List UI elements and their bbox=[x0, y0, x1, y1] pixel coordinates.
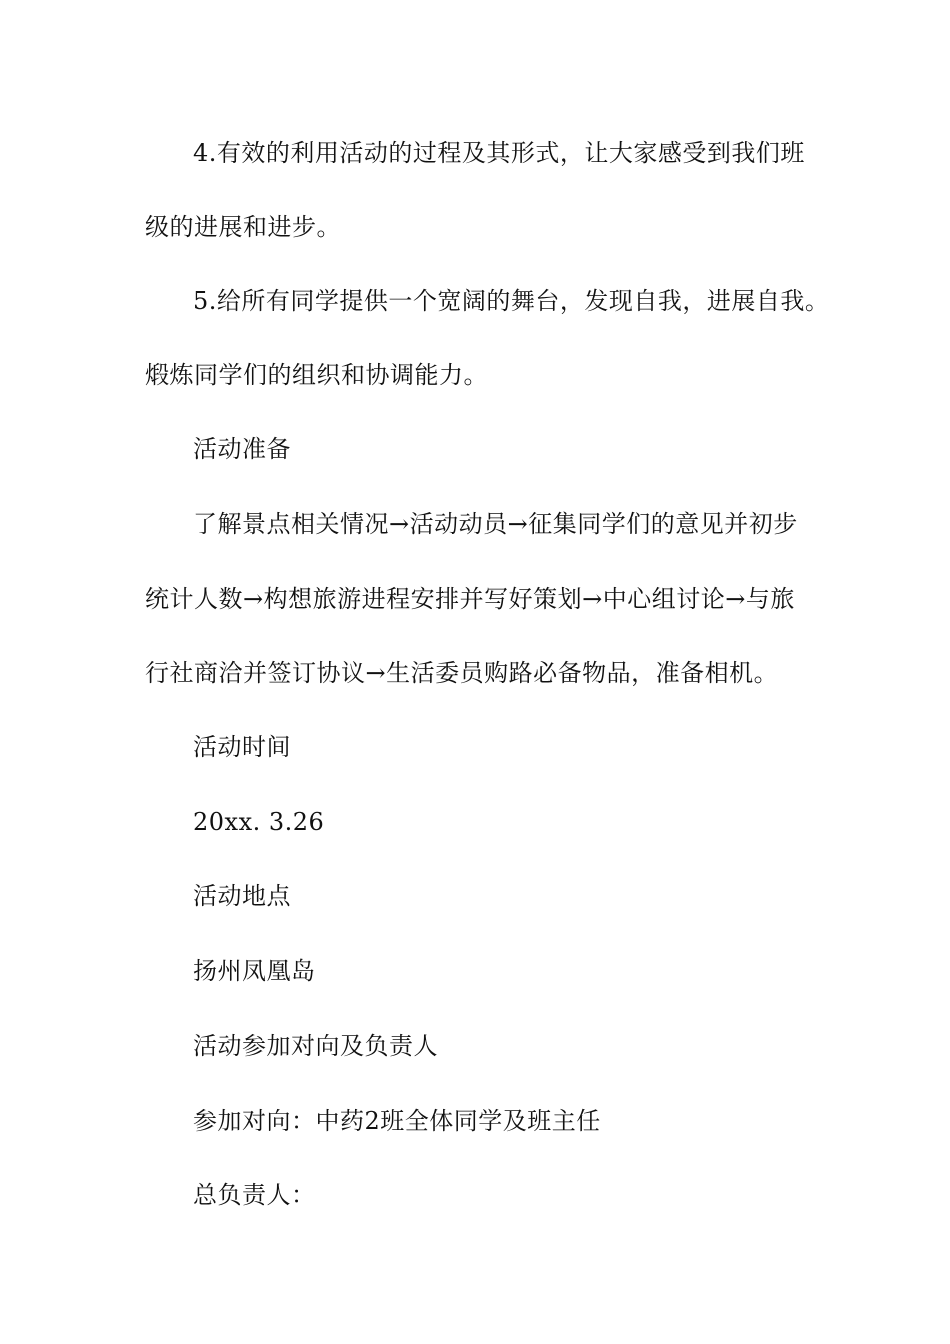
participants-line: 参加对向：中药2班全体同学及班主任 bbox=[193, 1107, 601, 1135]
chief-responsible-line: 总负责人： bbox=[193, 1181, 316, 1209]
paragraph-line-preparation-2: 统计人数→构想旅游进程安排并写好策划→中心组讨论→与旅 bbox=[145, 585, 795, 613]
paragraph-line-goal-5: 5.给所有同学提供一个宽阔的舞台，发现自我，进展自我。 bbox=[193, 287, 830, 315]
paragraph-line-preparation-3: 行社商洽并签订协议→生活委员购路必备物品，准备相机。 bbox=[145, 659, 779, 687]
section-heading-time: 活动时间 bbox=[193, 733, 291, 761]
section-heading-participants: 活动参加对向及负责人 bbox=[193, 1032, 438, 1060]
paragraph-line-goal-5-cont: 煅炼同学们的组织和协调能力。 bbox=[145, 361, 488, 389]
paragraph-line-goal-4: 4.有效的利用活动的过程及其形式，让大家感受到我们班 bbox=[193, 139, 805, 167]
paragraph-line-preparation-1: 了解景点相关情况→活动动员→征集同学们的意见并初步 bbox=[193, 510, 798, 538]
section-heading-preparation: 活动准备 bbox=[193, 435, 291, 463]
paragraph-line-goal-4-cont: 级的进展和进步。 bbox=[145, 213, 341, 241]
section-heading-location: 活动地点 bbox=[193, 882, 291, 910]
activity-location: 扬州凤凰岛 bbox=[193, 957, 316, 985]
activity-date: 20xx. 3.26 bbox=[193, 808, 325, 836]
